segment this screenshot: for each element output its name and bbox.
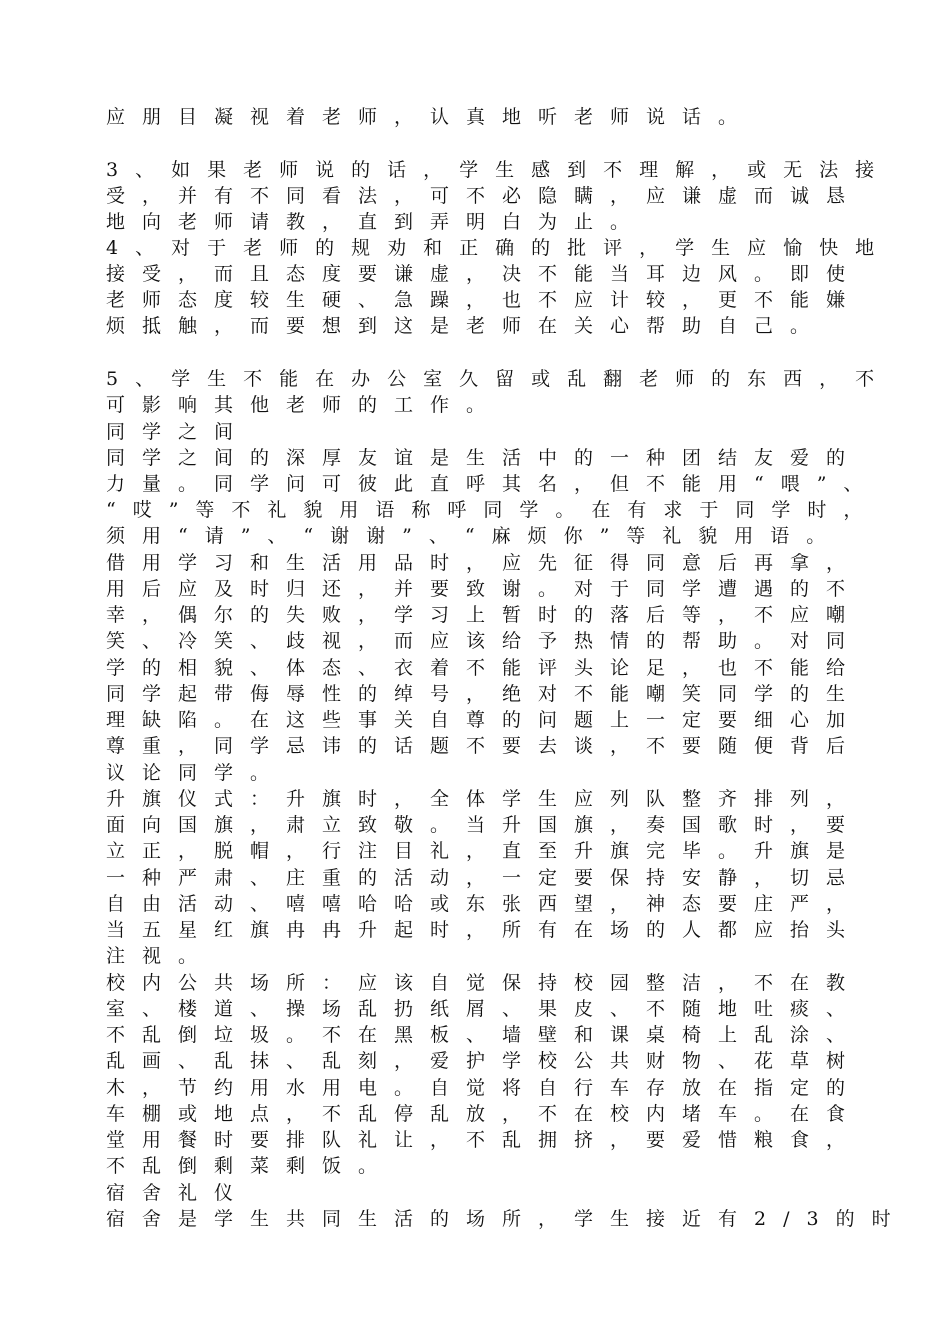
text-line: 地向老师请教，直到弄明白为止。 — [106, 211, 647, 233]
text-line: 须用“请”、“谢谢”、“麻烦你”等礼貌用语。 — [106, 525, 843, 547]
text-line: 堂用餐时要排队礼让，不乱拥挤，要爱惜粮食， — [106, 1129, 863, 1151]
text-line: 尊重，同学忌讳的话题不要去谈，不要随便背后 — [106, 735, 863, 757]
text-line: 面向国旗，肃立致敬。当升国旗，奏国歌时，要 — [106, 814, 863, 836]
text-line: 不乱倒垃圾。不在黑板、墙壁和课桌椅上乱涂、 — [106, 1024, 863, 1046]
text-line: 一种严肃、庄重的活动，一定要保持安静，切忌 — [106, 867, 863, 889]
text-line: 可影响其他老师的工作。 — [106, 394, 503, 416]
text-line: 校内公共场所：应该自觉保持校园整洁，不在教 — [106, 972, 863, 994]
text-line: 应朋目凝视着老师，认真地听老师说话。 — [106, 106, 755, 128]
text-line: 室、楼道、操场乱扔纸屑、果皮、不随地吐痰、 — [106, 998, 863, 1020]
text-line: 车棚或地点，不乱停乱放，不在校内堵车。在食 — [106, 1103, 863, 1125]
text-line: 烦抵触，而要想到这是老师在关心帮助自己。 — [106, 315, 827, 337]
text-line: 议论同学。 — [106, 762, 287, 784]
text-line: 乱画、乱抹、乱刻，爱护学校公共财物、花草树 — [106, 1050, 863, 1072]
text-line: 当五星红旗冉冉升起时，所有在场的人都应抬头 — [106, 919, 863, 941]
text-line: 老师态度较生硬、急躁，也不应计较，更不能嫌 — [106, 289, 863, 311]
text-line: 注视。 — [106, 945, 215, 967]
text-line: 用后应及时归还，并要致谢。对于同学遭遇的不 — [106, 578, 863, 600]
text-line: 理缺陷。在这些事关自尊的问题上一定要细心加 — [106, 709, 863, 731]
text-line: 借用学习和生活用品时，应先征得同意后再拿， — [106, 552, 863, 574]
text-line: 立正，脱帽，行注目礼，直至升旗完毕。升旗是 — [106, 840, 863, 862]
text-line: “哎”等不礼貌用语称呼同学。在有求于同学时， — [106, 499, 880, 521]
section-heading: 同学之间 — [106, 421, 251, 443]
text-line: 升旗仪式：升旗时，全体学生应列队整齐排列， — [106, 788, 863, 810]
text-line: 同学之间的深厚友谊是生活中的一种团结友爱的 — [106, 447, 863, 469]
text-line: 幸，偶尔的失败，学习上暂时的落后等，不应嘲 — [106, 604, 863, 626]
section-heading: 宿舍礼仪 — [106, 1182, 251, 1204]
text-line: 受，并有不同看法，可不必隐瞒，应谦虚而诚恳 — [106, 185, 863, 207]
text-line: 4、对于老师的规劝和正确的批评，学生应愉快地 — [106, 237, 892, 259]
text-line: 接受，而且态度要谦虚，决不能当耳边风。即使 — [106, 263, 863, 285]
text-line: 宿舍是学生共同生活的场所，学生接近有2/3的时 — [106, 1208, 908, 1230]
text-line: 同学起带侮辱性的绰号，绝对不能嘲笑同学的生 — [106, 683, 863, 705]
text-line: 学的相貌、体态、衣着不能评头论足，也不能给 — [106, 657, 863, 679]
text-line: 5、学生不能在办公室久留或乱翻老师的东西，不 — [106, 368, 892, 390]
text-line: 木，节约用水用电。自觉将自行车存放在指定的 — [106, 1077, 863, 1099]
text-line: 不乱倒剩菜剩饭。 — [106, 1155, 395, 1177]
text-line: 自由活动、嘻嘻哈哈或东张西望，神态要庄严， — [106, 893, 863, 915]
text-line: 力量。同学问可彼此直呼其名，但不能用“喂”、 — [106, 473, 880, 495]
text-line: 3、如果老师说的话，学生感到不理解，或无法接 — [106, 159, 892, 181]
text-line: 笑、冷笑、歧视，而应该给予热情的帮助。对同 — [106, 630, 863, 652]
